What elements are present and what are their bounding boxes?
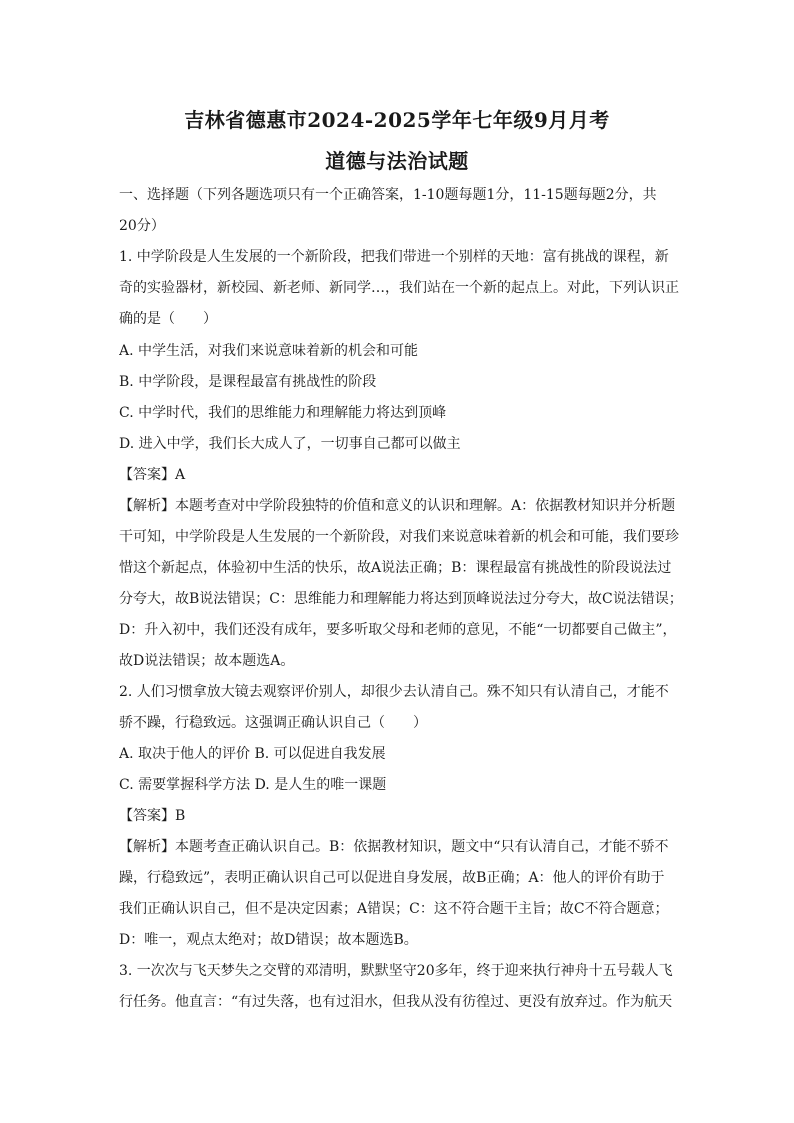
question-2-options-cd: C. 需要掌握科学方法 D. 是人生的唯一课题 bbox=[119, 777, 387, 793]
document-subtitle: 道德与法治试题 bbox=[325, 149, 469, 173]
question-1-analysis: 【解析】本题考查对中学阶段独特的价值和意义的认识和理解。A：依据教材知识并分析题 bbox=[119, 498, 676, 514]
question-2-answer: 【答案】B bbox=[119, 808, 186, 824]
question-1-stem: 确的是（ ） bbox=[119, 311, 217, 327]
question-2-analysis: 【解析】本题考查正确认识自己。B：依据教材知识，题文中“只有认清自己，才能不骄不 bbox=[119, 839, 669, 855]
question-1-analysis: 分夸大，故B说法错误；C：思维能力和理解能力将达到顶峰说法过分夸大，故C说法错误； bbox=[119, 591, 683, 607]
question-1-option-d: D. 进入中学，我们长大成人了，一切事自己都可以做主 bbox=[119, 436, 461, 452]
question-1-option-c: C. 中学时代，我们的思维能力和理解能力将达到顶峰 bbox=[119, 405, 447, 421]
question-1-analysis: D：升入初中，我们还没有成年，要多听取父母和老师的意见，不能“一切都要自己做主”， bbox=[119, 622, 677, 638]
question-1-analysis: 故D说法错误；故本题选A。 bbox=[119, 653, 295, 669]
document-title: 吉林省德惠市2024-2025学年七年级9月月考 bbox=[184, 108, 610, 132]
section-heading: 一、选择题（下列各题选项只有一个正确答案，1-10题每题1分，11-15题每题2分，共 bbox=[119, 187, 657, 203]
question-3-stem: 行任务。他直言：“有过失落，也有过泪水，但我从没有彷徨过、更没有放弃过。作为航天 bbox=[119, 994, 673, 1010]
question-2-analysis: 躁，行稳致远”，表明正确认识自己可以促进自身发展，故B正确；A：他人的评价有助于 bbox=[119, 870, 665, 886]
question-2-analysis: D：唯一，观点太绝对；故D错误；故本题选B。 bbox=[119, 932, 418, 948]
question-2-options-ab: A. 取决于他人的评价 B. 可以促进自我发展 bbox=[119, 746, 386, 762]
question-1-answer: 【答案】A bbox=[119, 467, 186, 483]
question-1-stem: 奇的实验器材，新校园、新老师、新同学…，我们站在一个新的起点上。对此，下列认识正 bbox=[119, 280, 679, 296]
section-heading-continued: 20分） bbox=[119, 218, 165, 234]
question-1-stem: 1. 中学阶段是人生发展的一个新阶段，把我们带进一个别样的天地：富有挑战的课程，新 bbox=[119, 249, 669, 265]
question-2-stem: 骄不躁，行稳致远。这强调正确认识自己（ ） bbox=[119, 715, 427, 731]
question-1-analysis: 惜这个新起点，体验初中生活的快乐，故A说法正确；B：课程最富有挑战性的阶段说法过 bbox=[119, 560, 672, 576]
question-2-analysis: 我们正确认识自己，但不是决定因素；A错误；C：这不符合题干主旨；故C不符合题意； bbox=[119, 901, 669, 917]
question-1-option-a: A. 中学生活，对我们来说意味着新的机会和可能 bbox=[119, 343, 419, 359]
question-1-option-b: B. 中学阶段，是课程最富有挑战性的阶段 bbox=[119, 374, 377, 390]
question-2-stem: 2. 人们习惯拿放大镜去观察评价别人，却很少去认清自己。殊不知只有认清自己，才能不 bbox=[119, 684, 669, 700]
question-1-analysis: 干可知，中学阶段是人生发展的一个新阶段，对我们来说意味着新的机会和可能，我们要珍 bbox=[119, 529, 679, 545]
question-3-stem: 3. 一次次与飞天梦失之交臂的邓清明，默默坚守20多年，终于迎来执行神舟十五号载人飞 bbox=[119, 963, 673, 979]
